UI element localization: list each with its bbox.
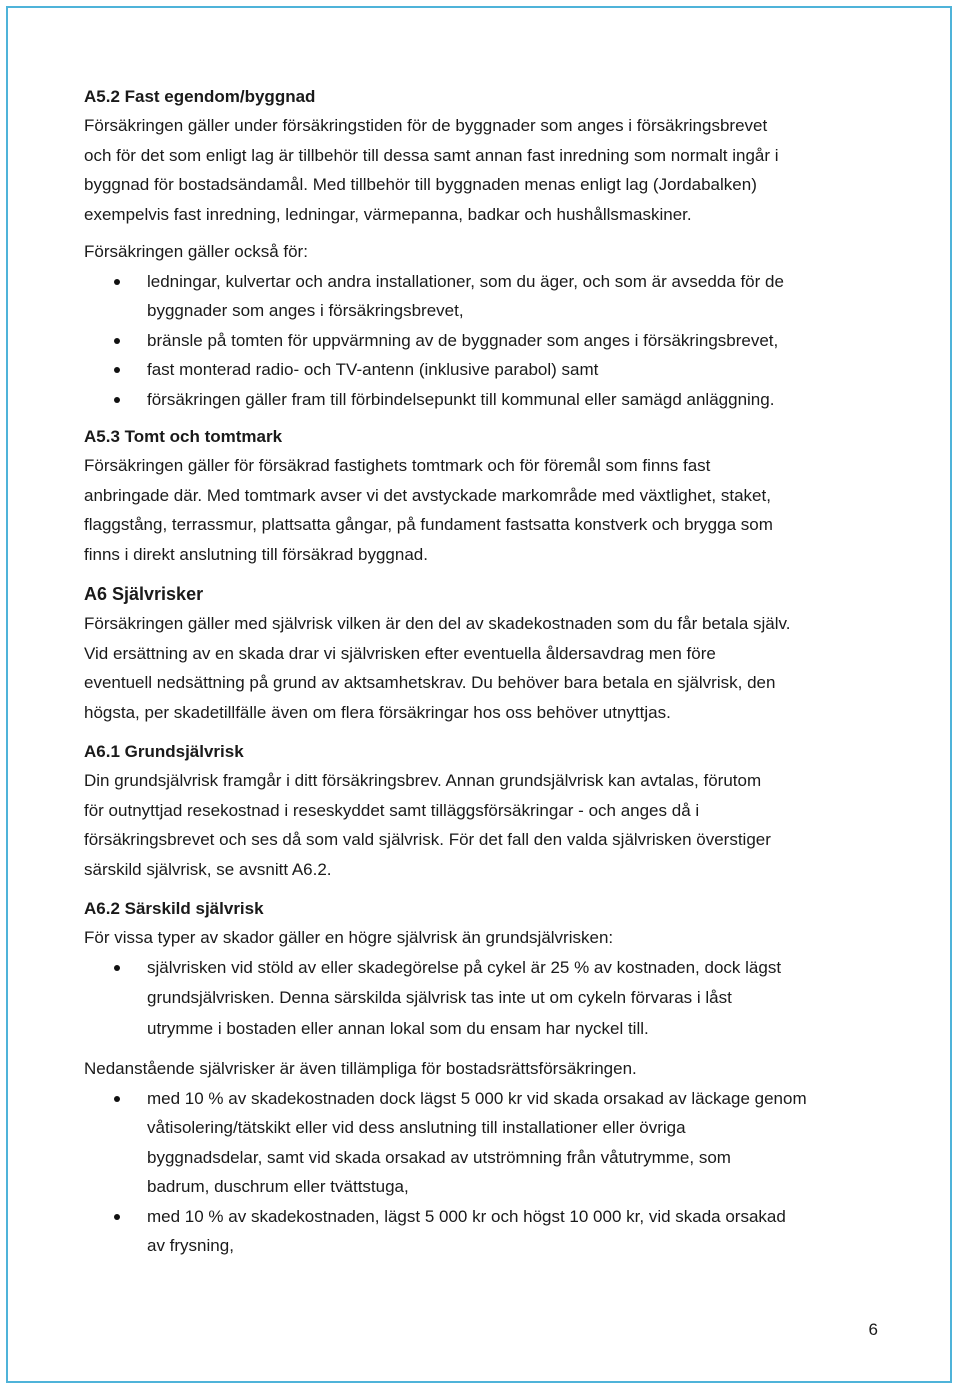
bullet-list-a52 (84, 267, 884, 415)
text-line: finns i direkt anslutning till försäkrad byggnad. (84, 544, 428, 564)
text-line: särskild självrisk, se avsnitt A6.2. (84, 859, 332, 879)
text-line: och för det som enligt lag är tillbehör till dessa samt annan fast inredning som normalt ingår i (84, 145, 779, 165)
list-item-text: utrymme i bostaden eller annan lokal som du ensam har nyckel till. (147, 1018, 649, 1038)
list-item (84, 355, 884, 385)
paragraph-a6 (84, 609, 884, 727)
list-item (84, 1202, 884, 1261)
bullet-icon (114, 338, 120, 344)
bullet-list-a62-second (84, 1084, 884, 1261)
text-line: Försäkringen gäller för försäkrad fastighets tomtmark och för föremål som finns fast (84, 456, 711, 475)
paragraph-a52 (84, 111, 884, 229)
list-item-text: grundsjälvrisken. Denna särskilda självrisk tas inte ut om cykeln förvaras i låst (147, 988, 732, 1007)
section-heading-a61: A6.1 Grundsjälvrisk (84, 742, 244, 761)
list-item-text: byggnadsdelar, samt vid skada orsakad av utströmning från våtutrymme, som (147, 1147, 731, 1167)
text-line: exempelvis fast inredning, ledningar, värmepanna, badkar och hushållsmaskiner. (84, 204, 692, 224)
text-line: för outnyttjad resekostnad i reseskyddet samt tilläggsförsäkringar - och anges då i (84, 800, 700, 820)
bullet-icon (114, 1096, 120, 1102)
paragraph-a53 (84, 451, 884, 569)
list-item-text: byggnader som anges i försäkringsbrevet, (147, 301, 464, 320)
section-heading-a52: A5.2 Fast egendom/byggnad (84, 87, 316, 106)
list-item (84, 385, 884, 415)
section-heading-a6: A6 Självrisker (84, 584, 204, 604)
list-item-text: våtisolering/tätskikt eller vid dess anslutning till installationer eller övriga (147, 1118, 686, 1137)
document-body (84, 82, 884, 1261)
list-item-text: av frysning, (147, 1236, 234, 1255)
bullet-list-a62 (84, 953, 884, 1045)
bullet-icon (114, 367, 120, 373)
intro-text: Försäkringen gäller också för: (84, 242, 308, 261)
text-line: byggnad för bostadsändamål. Med tillbehör till byggnaden menas enligt lag (Jordabalken) (84, 175, 757, 194)
section-heading-a62: A6.2 Särskild självrisk (84, 899, 264, 918)
list-item (84, 326, 884, 356)
intro-text: Nedanstående självrisker är även tillämpliga för bostadsrättsförsäkringen. (84, 1059, 637, 1078)
list-item-text: badrum, duschrum eller tvättstuga, (147, 1177, 409, 1196)
bullet-icon (114, 397, 120, 403)
intro-text: För vissa typer av skador gäller en högre självrisk än grundsjälvrisken: (84, 928, 614, 947)
text-line: Din grundsjälvrisk framgår i ditt försäkringsbrev. Annan grundsjälvrisk kan avtalas, förutom (84, 771, 762, 790)
paragraph-a61 (84, 766, 884, 884)
list-item-text: ledningar, kulvertar och andra installationer, som du äger, och som är avsedda för de (147, 271, 784, 291)
text-line: Försäkringen gäller under försäkringstiden för de byggnader som anges i försäkringsbrevet (84, 116, 768, 135)
text-line: eventuell nedsättning på grund av aktsamhetskrav. Du behöver bara betala en självrisk, den (84, 673, 776, 692)
text-line: flaggstång, terrassmur, plattsatta gångar, på fundament fastsatta konstverk och brygga som (84, 515, 773, 534)
list-item-text: med 10 % av skadekostnaden dock lägst 5 000 kr vid skada orsakad av läckage genom (147, 1088, 807, 1108)
list-item-text: försäkringen gäller fram till förbindelsepunkt till kommunal eller samägd anläggning. (147, 389, 775, 409)
text-line: anbringade där. Med tomtmark avser vi det avstyckade markområde med växtlighet, staket, (84, 485, 771, 505)
list-item (84, 267, 884, 326)
bullet-icon (114, 1214, 120, 1220)
text-line: högsta, per skadetillfälle även om flera försäkringar hos oss behöver utnyttjas. (84, 702, 671, 722)
list-item (84, 1084, 884, 1202)
text-line: försäkringsbrevet och ses då som vald självrisk. För det fall den valda självrisken överstiger (84, 830, 771, 849)
text-line: Vid ersättning av en skada drar vi självrisken efter eventuella åldersavdrag men före (84, 643, 716, 663)
bullet-icon (114, 279, 120, 285)
page-number: 6 (868, 1320, 878, 1339)
text-line: Försäkringen gäller med självrisk vilken är den del av skadekostnaden som du får betala själv. (84, 614, 791, 633)
list-item (84, 953, 884, 1045)
list-item-text: med 10 % av skadekostnaden, lägst 5 000 kr och högst 10 000 kr, vid skada orsakad (147, 1206, 786, 1226)
list-item-text: bränsle på tomten för uppvärmning av de byggnader som anges i försäkringsbrevet, (147, 330, 779, 350)
bullet-icon (114, 965, 120, 971)
list-item-text: självrisken vid stöld av eller skadegörelse på cykel är 25 % av kostnaden, dock lägst (147, 957, 782, 977)
section-heading-a53: A5.3 Tomt och tomtmark (84, 427, 283, 446)
list-item-text: fast monterad radio- och TV-antenn (inklusive parabol) samt (147, 360, 599, 379)
